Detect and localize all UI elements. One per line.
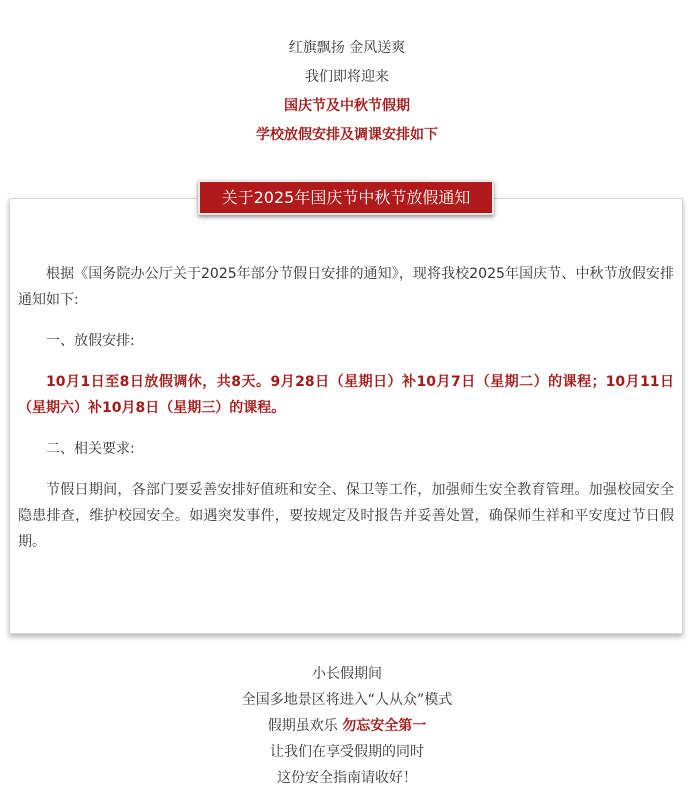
notice-title-badge: 关于2025年国庆节中秋节放假通知 [198, 180, 494, 215]
outro-line-3-normal: 假期虽欢乐 [267, 718, 343, 734]
intro-line-1: 红旗飘扬 金风送爽 [288, 40, 406, 56]
outro-line-1: 小长假期间 [312, 666, 382, 682]
outro-line-3 [0, 713, 694, 739]
notice-body [18, 261, 674, 570]
outro-block [0, 661, 694, 791]
intro-block [0, 34, 694, 150]
intro-highlight-2: 学校放假安排及调课安排如下 [256, 127, 438, 143]
section-heading-holiday: 一、放假安排: [46, 333, 135, 349]
section-heading-requirements: 二、相关要求: [46, 441, 135, 457]
intro-highlight-1: 国庆节及中秋节假期 [284, 98, 410, 114]
outro-line-3-highlight: 勿忘安全第一 [342, 718, 427, 734]
outro-line-4: 让我们在享受假期的同时 [270, 744, 424, 760]
outro-line-5: 这份安全指南请收好！ [277, 770, 417, 786]
holiday-schedule-paragraph: 10月1日至8日放假调休，共8天。9月28日（星期日）补10月7日（星期二）的课程；10月11日（星期六）补10月8日（星期三）的课程。 [18, 374, 674, 416]
requirements-paragraph: 节假日期间，各部门要妥善安排好值班和安全、保卫等工作，加强师生安全教育管理。加强校园安全隐患排查，维护校园安全。如遇突发事件，要按规定及时报告并妥善处置，确保师生祥和平安度过节日假期。 [18, 482, 674, 550]
intro-line-2: 我们即将迎来 [305, 69, 389, 85]
notice-card [9, 198, 683, 634]
outro-line-2: 全国多地景区将进入“人从众”模式 [241, 692, 453, 708]
notice-opening-paragraph: 根据《国务院办公厅关于2025年部分节假日安排的通知》，现将我校2025年国庆节、中秋节放假安排通知如下: [18, 266, 674, 308]
